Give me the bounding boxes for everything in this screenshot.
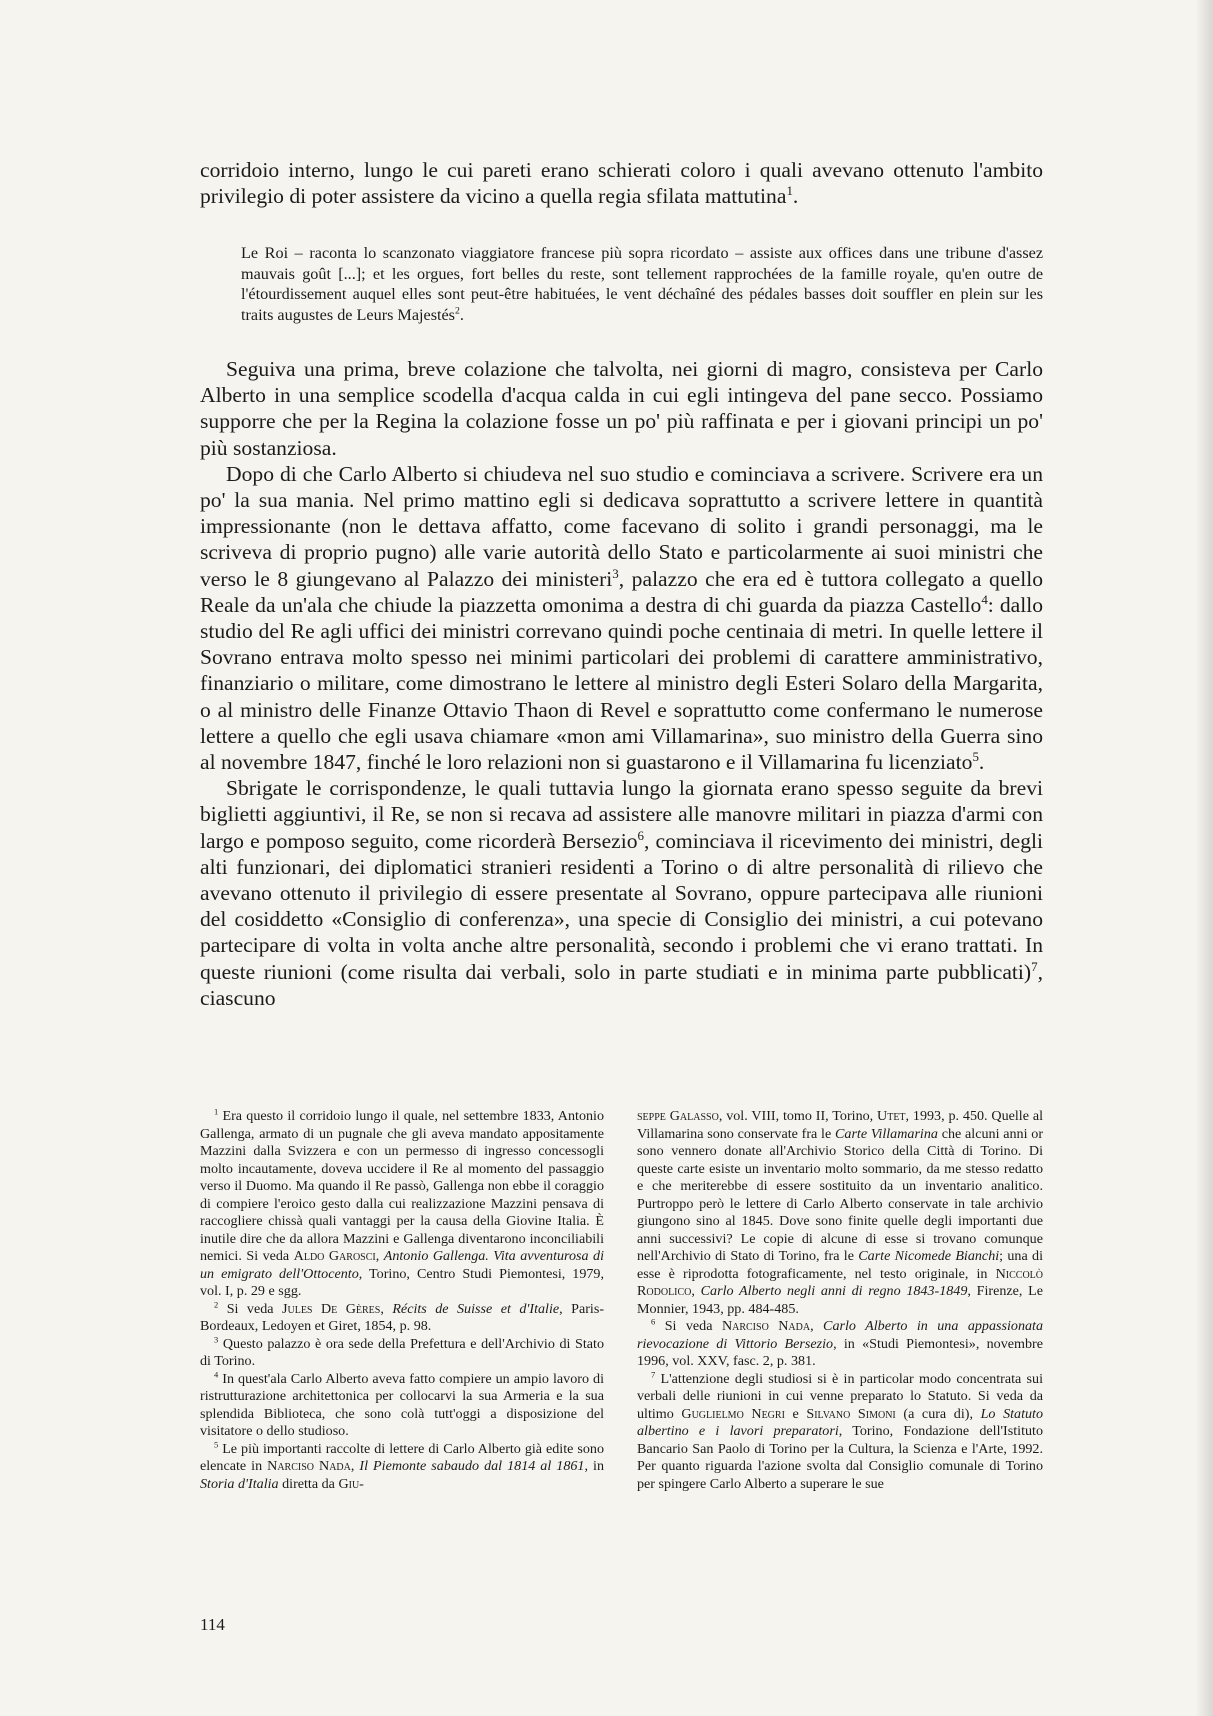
block-quote: Le Roi – raconta lo scanzonato viaggiatore francese più sopra ricordato – assiste aux offices dans une tribune d'assez mauvais goût [...]; et les orgues, fort belles du reste, sont tellement rapprochées de la famille royale, qu'en outre de l'étourdissement auquel elles sont peut-être habituées, le vent déchaîné des pédales basses doit souffler en plein sur les traits augustes de Leurs Majestés$^2$. <box>241 244 1043 324</box>
paragraph-2: Seguiva una prima, breve colazione che talvolta, nei giorni di magro, consisteva per Carlo Alberto in una semplice scodella d'acqua calda in cui egli intingeva del pane secco. Possiamo supporre che per la Regina la colazione fosse un po' più raffinata e per i giovani principi un po' più sostanziosa. <box>200 357 1043 460</box>
footnote-ref-1: 1 <box>786 183 793 199</box>
footnote-5-continued: seppe Galasso, vol. VIII, tomo II, Torino, Utet, 1993, p. 450. Quelle al Villamarina sono conservate fra le Carte Villamarina che alcuni anni or sono vennero donate all'Archivio Storico della Città di Torino. Di queste carte esiste un inventario molto sommario, da me stesso redatto e che meriterebbe di essere sostituito da un inventario analitico. Purtroppo però le lettere di Carlo Alberto conservate in tale archivio giungono sino al 1845. Dove sono finite quelle degli importanti due anni successivi? Le copie di alcune di esse si trovano comunque nell'Archivio di Stato di Torino, fra le Carte Nicomede Bianchi; una di esse è riprodotta fotograficamente, nel testo originale, in Niccolò Rodolico, Carlo Alberto negli anni di regno 1843-1849, Firenze, Le Monnier, 1943, pp. 484-485. <box>637 1108 1044 1317</box>
footnote-ref-4: 4 <box>981 591 988 607</box>
footnotes-left-column <box>200 1108 604 1493</box>
footnote-ref-6: 6 <box>637 827 645 843</box>
paragraph-4: Sbrigate le corrispondenze, le quali tuttavia lungo la giornata erano spesso seguite da brevi biglietti aggiuntivi, il Re, se non si recava ad assistere alle manovre militari in piazza d'armi con largo e pomposo seguito, come ricorderà Bersezio$^6$, cominciava il ricevimento dei ministri, degli alti funzionari, dei diplomatici stranieri residenti a Torino o di altre personalità di rilievo che avevano ottenuto il privilegio di essere presentate al Sovrano, oppure partecipava alle riunioni del cosiddetto «Consiglio di conferenza», una specie di Consiglio dei ministri, a cui potevano partecipare di volta in volta anche altre personalità, secondo i problemi che vi erano trattati. In queste riunioni (come risulta dai verbali, solo in parte studiati e in minima parte pubblicati)$^7$, ciascuno <box>200 776 1043 1010</box>
footnote-1: $^1$ Era questo il corridoio lungo il quale, nel settembre 1833, Antonio Gallenga, armato di un pugnale che gli aveva mandato appositamente Mazzini dalla Svizzera e con un permesso di ingresso concessogli molto incautamente, doveva uccidere il Re al momento del passaggio verso il Duomo. Ma quando il Re passò, Gallenga non ebbe il coraggio di compiere l'eroico gesto dalla cui realizzazione Mazzini pensava di raccogliere chissà quali vantaggi per la causa della Giovine Italia. È inutile dire che da allora Mazzini e Gallenga diventarono inconciliabili nemici. Si veda Aldo Garosci, Antonio Gallenga. Vita avventurosa di un emigrato dell'Ottocento, Torino, Centro Studi Piemontesi, 1979, vol. I, p. 29 e sgg. <box>200 1106 605 1299</box>
footnotes-right-column <box>637 1108 1043 1493</box>
footnote-5: $^5$ Le più importanti raccolte di lettere di Carlo Alberto già edite sono elencate in Narciso Nada, Il Piemonte sabaudo dal 1814 al 1861, in Storia d'Italia diretta da Giu- <box>200 1438 604 1492</box>
main-text-body <box>200 356 1043 1011</box>
page-edge-shadow <box>1195 0 1213 1716</box>
footnote-6: $^6$ Si veda Narciso Nada, Carlo Alberto in una appassionata rievocazione di Vittorio Bersezio, in «Studi Piemontesi», novembre 1996, vol. XXV, fasc. 2, p. 381. <box>637 1316 1044 1369</box>
footnote-3: $^3$ Questo palazzo è ora sede della Prefettura e dell'Archivio di Stato di Torino. <box>200 1333 604 1369</box>
footnote-ref-5: 5 <box>972 748 979 764</box>
paragraph-3: Dopo di che Carlo Alberto si chiudeva nel suo studio e cominciava a scrivere. Scrivere era un po' la sua mania. Nel primo mattino egli si dedicava soprattutto a scrivere lettere in quantità impressionante (non le dettava affatto, come facevano di solito i grandi personaggi, ma le scriveva di proprio pugno) alle varie autorità dello Stato e particolarmente ai suoi ministri che verso le 8 giungevano al Palazzo dei ministeri$^3$, palazzo che era ed è tuttora collegato a quello Reale da un'ala che chiude la piazzetta omonima a destra di chi guarda da piazza Castello$^4$: dallo studio del Re agli uffici dei ministri correvano quindi poche centinaia di metri. In quelle lettere il Sovrano entrava molto spesso nei minimi particolari dei problemi di carattere amministrativo, finanziario o militare, come dimostrano le lettere al ministro degli Esteri Solaro della Margarita, o al ministro delle Finanze Ottavio Thaon di Revel e soprattutto come confermano le numerose lettere a quello che egli usava chiamare «mon ami Villamarina», suo ministro della Guerra sino al novembre 1847, finché le loro relazioni non si guastarono e il Villamarina fu licenziato$^5$. <box>200 461 1043 775</box>
footnote-ref-2: 2 <box>454 305 460 317</box>
footnote-ref-7: 7 <box>1031 958 1038 974</box>
footnote-ref-3: 3 <box>612 565 619 581</box>
footnote-7: $^7$ L'attenzione degli studiosi si è in particolar modo concentrata sui verbali delle riunioni in cui venne preparato lo Statuto. Si veda da ultimo Guglielmo Negri e Silvano Simoni (a cura di), Lo Statuto albertino e i lavori preparatori, Torino, Fondazione dell'Istituto Bancario San Paolo di Torino per la Cultura, la Scienza e l'Arte, 1992. Per quanto riguarda l'azione svolta dal Consiglio comunale di Torino per spingere Carlo Alberto a superare le sue <box>637 1368 1043 1492</box>
footnote-2: $^2$ Si veda Jules De Gères, Récits de Suisse et d'Italie, Paris-Bordeaux, Ledoyen et Giret, 1854, p. 98. <box>200 1298 605 1334</box>
footnote-4: $^4$ In quest'ala Carlo Alberto aveva fatto compiere un ampio lavoro di ristrutturazione architettonica per collocarvi la sua Armeria e la sua splendida Biblioteca, che sono colà tutt'oggi a disposizione del visitatore o dello studioso. <box>200 1368 604 1439</box>
paragraph-1: corridoio interno, lungo le cui pareti erano schierati coloro i quali avevano ottenuto l'ambito privilegio di poter assistere da vicino a quella regia sfilata mattutina$^1$. <box>200 158 1043 209</box>
page-number: 114 <box>200 1615 225 1634</box>
main-text-top <box>200 157 1043 209</box>
